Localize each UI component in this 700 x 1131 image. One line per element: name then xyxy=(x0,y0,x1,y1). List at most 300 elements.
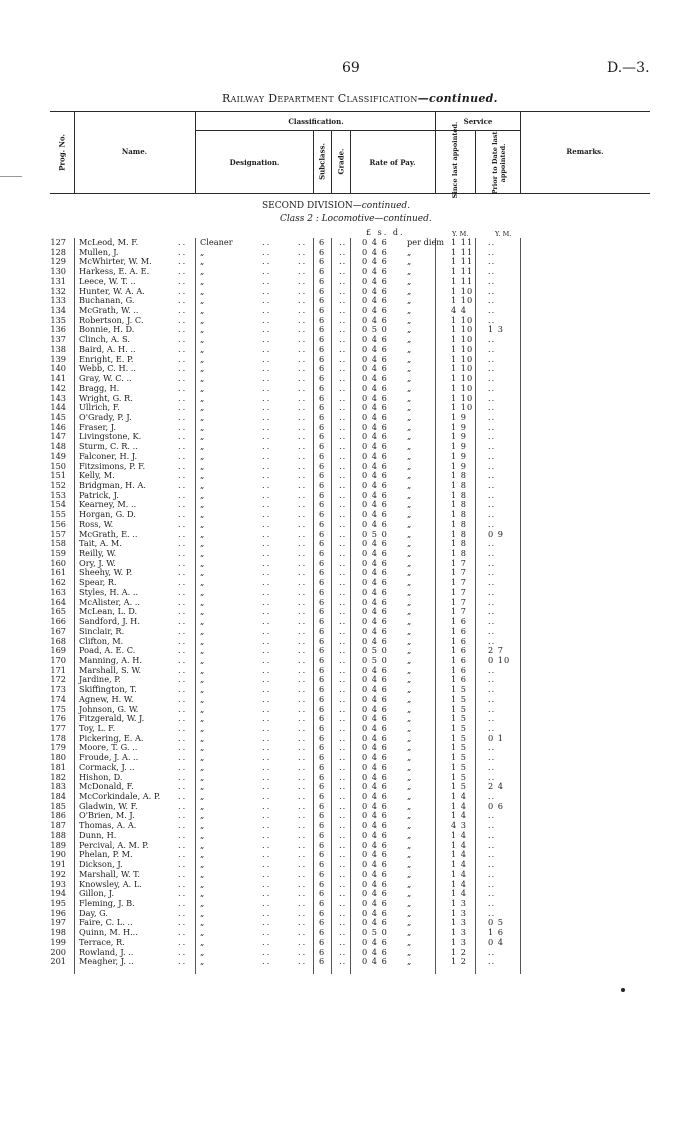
designation: „ xyxy=(200,897,205,908)
service-since-last: 1 8 xyxy=(451,528,468,539)
header-since-last: Since last appointed. xyxy=(451,121,459,199)
classification-rule xyxy=(196,130,520,131)
service-prior: .. xyxy=(488,616,496,627)
leader-dots: .. xyxy=(262,800,272,811)
page-number: 69 xyxy=(342,60,360,76)
prog-number: 181 xyxy=(50,761,66,772)
grade-dots: .. xyxy=(339,557,347,568)
subclass: 6 xyxy=(319,441,325,452)
leader-dots: .. xyxy=(262,936,272,947)
leader-dots: .. xyxy=(178,275,188,286)
leader-dots: .. xyxy=(262,402,272,413)
designation: „ xyxy=(200,489,205,500)
employee-name: Sturm, C. R. .. xyxy=(79,441,138,452)
prog-number: 169 xyxy=(50,645,66,656)
subclass: 6 xyxy=(319,324,325,335)
service-since-last: 1 6 xyxy=(451,635,468,646)
employee-name: Fraser, J. xyxy=(79,421,116,432)
grade-dots: .. xyxy=(339,771,347,782)
employee-name: Reilly, W. xyxy=(79,548,117,559)
leader-dots: .. xyxy=(298,810,308,821)
leader-dots: .. xyxy=(262,664,272,675)
rate-of-pay: 0 4 6 xyxy=(362,713,388,724)
rate-of-pay: 0 4 6 xyxy=(362,664,388,675)
pay-period: „ xyxy=(407,800,412,811)
employee-name: Skiffington, T. xyxy=(79,684,137,695)
pay-period: „ xyxy=(407,907,412,918)
leader-dots: .. xyxy=(298,480,308,490)
rate-of-pay: 0 4 6 xyxy=(362,538,388,549)
leader-dots: .. xyxy=(178,266,188,277)
document-reference: D.—3. xyxy=(607,60,650,76)
rate-of-pay: 0 5 0 xyxy=(362,324,388,335)
service-since-last: 1 10 xyxy=(451,285,474,296)
rate-of-pay: 0 4 6 xyxy=(362,314,388,325)
grade-dots: .. xyxy=(339,693,347,704)
rate-of-pay: 0 4 6 xyxy=(362,353,388,364)
grade-dots: .. xyxy=(339,596,347,607)
employee-name: Sandford, J. H. xyxy=(79,616,140,627)
prog-number: 196 xyxy=(50,907,66,918)
leader-dots: .. xyxy=(262,480,272,490)
leader-dots: .. xyxy=(262,450,272,461)
service-prior: .. xyxy=(488,557,496,568)
prog-number: 165 xyxy=(50,606,66,617)
pay-period: „ xyxy=(407,732,412,743)
employee-name: Marshall, W. T. xyxy=(79,868,141,879)
grade-dots: .. xyxy=(339,314,347,325)
leader-dots: .. xyxy=(178,888,188,899)
employee-name: Kelly, M. xyxy=(79,470,115,481)
grade-dots: .. xyxy=(339,654,347,665)
service-prior: .. xyxy=(488,859,496,870)
leader-dots: .. xyxy=(262,839,272,850)
prog-number: 166 xyxy=(50,616,66,627)
subclass: 6 xyxy=(319,499,325,510)
pay-period: „ xyxy=(407,761,412,772)
leader-dots: .. xyxy=(178,897,188,908)
leader-dots: .. xyxy=(298,800,308,811)
designation: „ xyxy=(200,654,205,665)
leader-dots: .. xyxy=(262,382,272,393)
prog-number: 177 xyxy=(50,723,66,733)
service-since-last: 1 7 xyxy=(451,567,468,578)
designation: „ xyxy=(200,810,205,821)
header-service: Service xyxy=(463,117,493,126)
service-prior: .. xyxy=(488,703,496,714)
grade-dots: .. xyxy=(339,927,347,938)
service-prior: 0 6 xyxy=(488,800,505,811)
designation: „ xyxy=(200,256,205,267)
service-since-last: 1 4 xyxy=(451,839,468,850)
prog-number: 149 xyxy=(50,450,66,461)
table-row xyxy=(0,899,700,908)
prog-number: 179 xyxy=(50,742,66,753)
service-since-last: 1 5 xyxy=(451,693,468,704)
grade-dots: .. xyxy=(339,829,347,840)
designation: „ xyxy=(200,411,205,422)
leader-dots: .. xyxy=(298,373,308,384)
header-subclass: Subclass. xyxy=(317,143,327,180)
service-prior: .. xyxy=(488,450,496,461)
rate-of-pay: 0 5 0 xyxy=(362,927,388,938)
employee-name: Ory, J. W. xyxy=(79,557,116,568)
designation: „ xyxy=(200,956,205,967)
service-since-last: 1 4 xyxy=(451,800,468,811)
leader-dots: .. xyxy=(298,684,308,695)
employee-name: Marshall, S. W. xyxy=(79,664,142,675)
prog-number: 148 xyxy=(50,441,66,452)
pay-period: „ xyxy=(407,577,412,588)
leader-dots: .. xyxy=(262,266,272,277)
prog-number: 192 xyxy=(50,868,66,879)
service-prior: .. xyxy=(488,888,496,899)
service-since-last: 1 6 xyxy=(451,654,468,665)
rate-of-pay: 0 4 6 xyxy=(362,305,388,316)
pay-period: „ xyxy=(407,343,412,354)
leader-dots: .. xyxy=(298,616,308,627)
subclass: 6 xyxy=(319,732,325,743)
subclass: 6 xyxy=(319,703,325,714)
service-prior: .. xyxy=(488,305,496,316)
service-prior: .. xyxy=(488,363,496,374)
service-prior: 1 6 xyxy=(488,927,505,938)
leader-dots: .. xyxy=(298,946,308,957)
designation: „ xyxy=(200,936,205,947)
subclass: 6 xyxy=(319,246,325,257)
employee-name: Sinclair, R. xyxy=(79,625,125,636)
table-row xyxy=(0,627,700,636)
employee-name: Fitzgerald, W. J. xyxy=(79,713,145,724)
rate-of-pay: 0 5 0 xyxy=(362,528,388,539)
pay-period: „ xyxy=(407,305,412,316)
employee-name: Rowland, J. .. xyxy=(79,946,134,957)
subclass: 6 xyxy=(319,693,325,704)
designation: „ xyxy=(200,334,205,345)
pay-period: „ xyxy=(407,693,412,704)
grade-dots: .. xyxy=(339,800,347,811)
service-prior: .. xyxy=(488,499,496,510)
employee-name: Moore, T. G. .. xyxy=(79,742,138,753)
leader-dots: .. xyxy=(262,285,272,296)
grade-dots: .. xyxy=(339,470,347,481)
employee-name: Gladwin, W. F. xyxy=(79,800,138,811)
rate-of-pay: 0 4 6 xyxy=(362,917,388,928)
service-prior: 0 9 xyxy=(488,528,505,539)
leader-dots: .. xyxy=(262,859,272,870)
designation: „ xyxy=(200,732,205,743)
service-since-last: 1 8 xyxy=(451,470,468,481)
leader-dots: .. xyxy=(178,441,188,452)
designation: „ xyxy=(200,509,205,520)
table-row xyxy=(0,724,700,733)
service-prior: .. xyxy=(488,295,496,306)
rate-of-pay: 0 4 6 xyxy=(362,674,388,685)
service-since-last: 1 9 xyxy=(451,450,468,461)
subclass: 6 xyxy=(319,878,325,889)
leader-dots: .. xyxy=(262,888,272,899)
employee-name: Quinn, M. H... xyxy=(79,927,138,938)
table-row xyxy=(0,588,700,597)
service-since-last: 1 5 xyxy=(451,752,468,763)
grade-dots: .. xyxy=(339,839,347,850)
rate-of-pay: 0 4 6 xyxy=(362,509,388,520)
service-since-last: 1 6 xyxy=(451,645,468,656)
leader-dots: .. xyxy=(178,810,188,821)
subclass: 6 xyxy=(319,897,325,908)
service-units-prior: Y. M. xyxy=(495,230,512,238)
pay-period: „ xyxy=(407,382,412,393)
leader-dots: .. xyxy=(262,557,272,568)
subclass: 6 xyxy=(319,829,325,840)
subclass: 6 xyxy=(319,285,325,296)
leader-dots: .. xyxy=(262,334,272,345)
leader-dots: .. xyxy=(262,771,272,782)
rate-of-pay: 0 4 6 xyxy=(362,781,388,792)
leader-dots: .. xyxy=(298,839,308,850)
service-prior: 0 4 xyxy=(488,936,505,947)
prog-number: 139 xyxy=(50,353,66,364)
designation: „ xyxy=(200,820,205,831)
rate-of-pay: 0 4 6 xyxy=(362,868,388,879)
pay-period: „ xyxy=(407,635,412,646)
designation: „ xyxy=(200,927,205,938)
grade-dots: .. xyxy=(339,305,347,316)
service-since-last: 1 8 xyxy=(451,509,468,520)
leader-dots: .. xyxy=(298,334,308,345)
pay-period: „ xyxy=(407,460,412,471)
subclass: 6 xyxy=(319,596,325,607)
leader-dots: .. xyxy=(178,343,188,354)
prog-number: 170 xyxy=(50,654,66,665)
table-row xyxy=(0,695,700,704)
leader-dots: .. xyxy=(262,421,272,432)
employee-name: Enright, E. P. xyxy=(79,353,134,364)
leader-dots: .. xyxy=(178,548,188,559)
table-row xyxy=(0,238,700,247)
designation: „ xyxy=(200,353,205,364)
grade-dots: .. xyxy=(339,489,347,500)
prog-number: 146 xyxy=(50,421,66,432)
subclass: 6 xyxy=(319,791,325,802)
service-prior: .. xyxy=(488,567,496,578)
leader-dots: .. xyxy=(298,295,308,306)
service-since-last: 1 10 xyxy=(451,373,474,384)
service-prior: .. xyxy=(488,509,496,520)
subclass: 6 xyxy=(319,266,325,277)
rate-of-pay: 0 4 6 xyxy=(362,703,388,714)
service-since-last: 1 5 xyxy=(451,703,468,714)
subclass: 6 xyxy=(319,334,325,345)
leader-dots: .. xyxy=(298,557,308,568)
pay-period: „ xyxy=(407,411,412,422)
employee-name: O'Grady, P. J. xyxy=(79,411,132,422)
service-prior: .. xyxy=(488,596,496,607)
leader-dots: .. xyxy=(178,314,188,325)
leader-dots: .. xyxy=(298,509,308,520)
leader-dots: .. xyxy=(178,480,188,490)
rate-of-pay: 0 5 0 xyxy=(362,654,388,665)
designation: „ xyxy=(200,907,205,918)
subclass: 6 xyxy=(319,314,325,325)
designation: „ xyxy=(200,586,205,597)
designation: „ xyxy=(200,616,205,627)
grade-dots: .. xyxy=(339,907,347,918)
rate-of-pay: 0 4 6 xyxy=(362,275,388,286)
designation: „ xyxy=(200,703,205,714)
designation: „ xyxy=(200,829,205,840)
prog-number: 140 xyxy=(50,363,66,374)
rate-of-pay: 0 4 6 xyxy=(362,373,388,384)
leader-dots: .. xyxy=(262,713,272,724)
table-row xyxy=(0,374,700,383)
grade-dots: .. xyxy=(339,703,347,714)
pay-period: „ xyxy=(407,752,412,763)
prog-number: 153 xyxy=(50,489,66,500)
section-title-text: SECOND DIVISION xyxy=(262,201,353,211)
leader-dots: .. xyxy=(178,645,188,656)
pay-period: „ xyxy=(407,450,412,461)
subclass: 6 xyxy=(319,781,325,792)
subclass: 6 xyxy=(319,256,325,267)
header-prog-no: Prog. No. xyxy=(57,134,67,171)
leader-dots: .. xyxy=(178,625,188,636)
leader-dots: .. xyxy=(262,324,272,335)
rate-of-pay: 0 4 6 xyxy=(362,606,388,617)
pay-period: „ xyxy=(407,402,412,413)
leader-dots: .. xyxy=(298,314,308,325)
header-rate-of-pay: Rate of Pay. xyxy=(369,158,416,167)
rate-of-pay: 0 4 6 xyxy=(362,771,388,782)
leader-dots: .. xyxy=(298,917,308,928)
page-title xyxy=(222,92,498,105)
leader-dots: .. xyxy=(178,324,188,335)
service-prior: .. xyxy=(488,839,496,850)
leader-dots: .. xyxy=(262,373,272,384)
leader-dots: .. xyxy=(298,586,308,597)
grade-dots: .. xyxy=(339,528,347,539)
employee-name: McGrath, W. .. xyxy=(79,305,139,316)
leader-dots: .. xyxy=(262,878,272,889)
pay-period: „ xyxy=(407,839,412,850)
pay-period: „ xyxy=(407,956,412,967)
rate-of-pay: 0 4 6 xyxy=(362,820,388,831)
employee-name: Fitzsimons, P. F. xyxy=(79,460,146,471)
service-since-last: 4 3 xyxy=(451,820,468,831)
leader-dots: .. xyxy=(262,518,272,529)
employee-name: Dickson, J. xyxy=(79,859,123,870)
leader-dots: .. xyxy=(262,752,272,763)
prog-number: 134 xyxy=(50,305,66,316)
grade-dots: .. xyxy=(339,616,347,627)
pay-period: „ xyxy=(407,684,412,695)
grade-dots: .. xyxy=(339,723,347,733)
service-since-last: 1 6 xyxy=(451,664,468,675)
service-prior: .. xyxy=(488,343,496,354)
rate-of-pay: 0 4 6 xyxy=(362,363,388,374)
service-since-last: 1 5 xyxy=(451,761,468,772)
prog-number: 193 xyxy=(50,878,66,889)
leader-dots: .. xyxy=(298,859,308,870)
service-since-last: 1 8 xyxy=(451,480,468,490)
designation: „ xyxy=(200,557,205,568)
prog-number: 186 xyxy=(50,810,66,821)
rate-of-pay: 0 4 6 xyxy=(362,839,388,850)
leader-dots: .. xyxy=(298,693,308,704)
service-prior: .. xyxy=(488,373,496,384)
service-since-last: 1 6 xyxy=(451,674,468,685)
service-prior: .. xyxy=(488,606,496,617)
employee-name: Knowsley, A. L. xyxy=(79,878,142,889)
subclass: 6 xyxy=(319,382,325,393)
grade-dots: .. xyxy=(339,897,347,908)
designation: „ xyxy=(200,450,205,461)
designation: „ xyxy=(200,713,205,724)
service-since-last: 1 9 xyxy=(451,421,468,432)
designation: „ xyxy=(200,742,205,753)
service-since-last: 1 10 xyxy=(451,324,474,335)
header-designation: Designation. xyxy=(229,158,280,167)
designation: „ xyxy=(200,868,205,879)
grade-dots: .. xyxy=(339,334,347,345)
rate-of-pay: 0 4 6 xyxy=(362,343,388,354)
prog-number: 182 xyxy=(50,771,66,782)
subclass: 6 xyxy=(319,431,325,442)
leader-dots: .. xyxy=(298,266,308,277)
grade-dots: .. xyxy=(339,645,347,656)
service-since-last: 1 10 xyxy=(451,295,474,306)
service-prior: .. xyxy=(488,586,496,597)
subclass: 6 xyxy=(319,392,325,403)
header-top-rule xyxy=(50,111,650,112)
leader-dots: .. xyxy=(178,470,188,481)
prog-number: 138 xyxy=(50,343,66,354)
leader-dots: .. xyxy=(178,791,188,802)
leader-dots: .. xyxy=(262,742,272,753)
employee-name: Jardine, P. xyxy=(79,674,121,685)
service-since-last: 1 11 xyxy=(451,237,474,247)
table-row xyxy=(0,345,700,354)
grade-dots: .. xyxy=(339,567,347,578)
leader-dots: .. xyxy=(178,402,188,413)
subclass: 6 xyxy=(319,723,325,733)
pay-period: „ xyxy=(407,771,412,782)
designation: „ xyxy=(200,538,205,549)
pay-period: „ xyxy=(407,596,412,607)
employee-name: Bragg, H. xyxy=(79,382,120,393)
prog-number: 198 xyxy=(50,927,66,938)
margin-mark xyxy=(0,176,22,177)
designation: „ xyxy=(200,441,205,452)
rate-of-pay: 0 4 6 xyxy=(362,936,388,947)
pay-period: „ xyxy=(407,363,412,374)
grade-dots: .. xyxy=(339,363,347,374)
grade-dots: .. xyxy=(339,956,347,967)
employee-name: Pickering, E. A. xyxy=(79,732,144,743)
leader-dots: .. xyxy=(262,596,272,607)
employee-name: O'Brien, M. J. xyxy=(79,810,135,821)
leader-dots: .. xyxy=(298,528,308,539)
leader-dots: .. xyxy=(262,625,272,636)
grade-dots: .. xyxy=(339,732,347,743)
rate-of-pay: 0 4 6 xyxy=(362,334,388,345)
pay-period: „ xyxy=(407,645,412,656)
subclass: 6 xyxy=(319,606,325,617)
employee-name: Tait, A. M. xyxy=(79,538,122,549)
service-since-last: 1 7 xyxy=(451,586,468,597)
designation: „ xyxy=(200,499,205,510)
leader-dots: .. xyxy=(178,285,188,296)
